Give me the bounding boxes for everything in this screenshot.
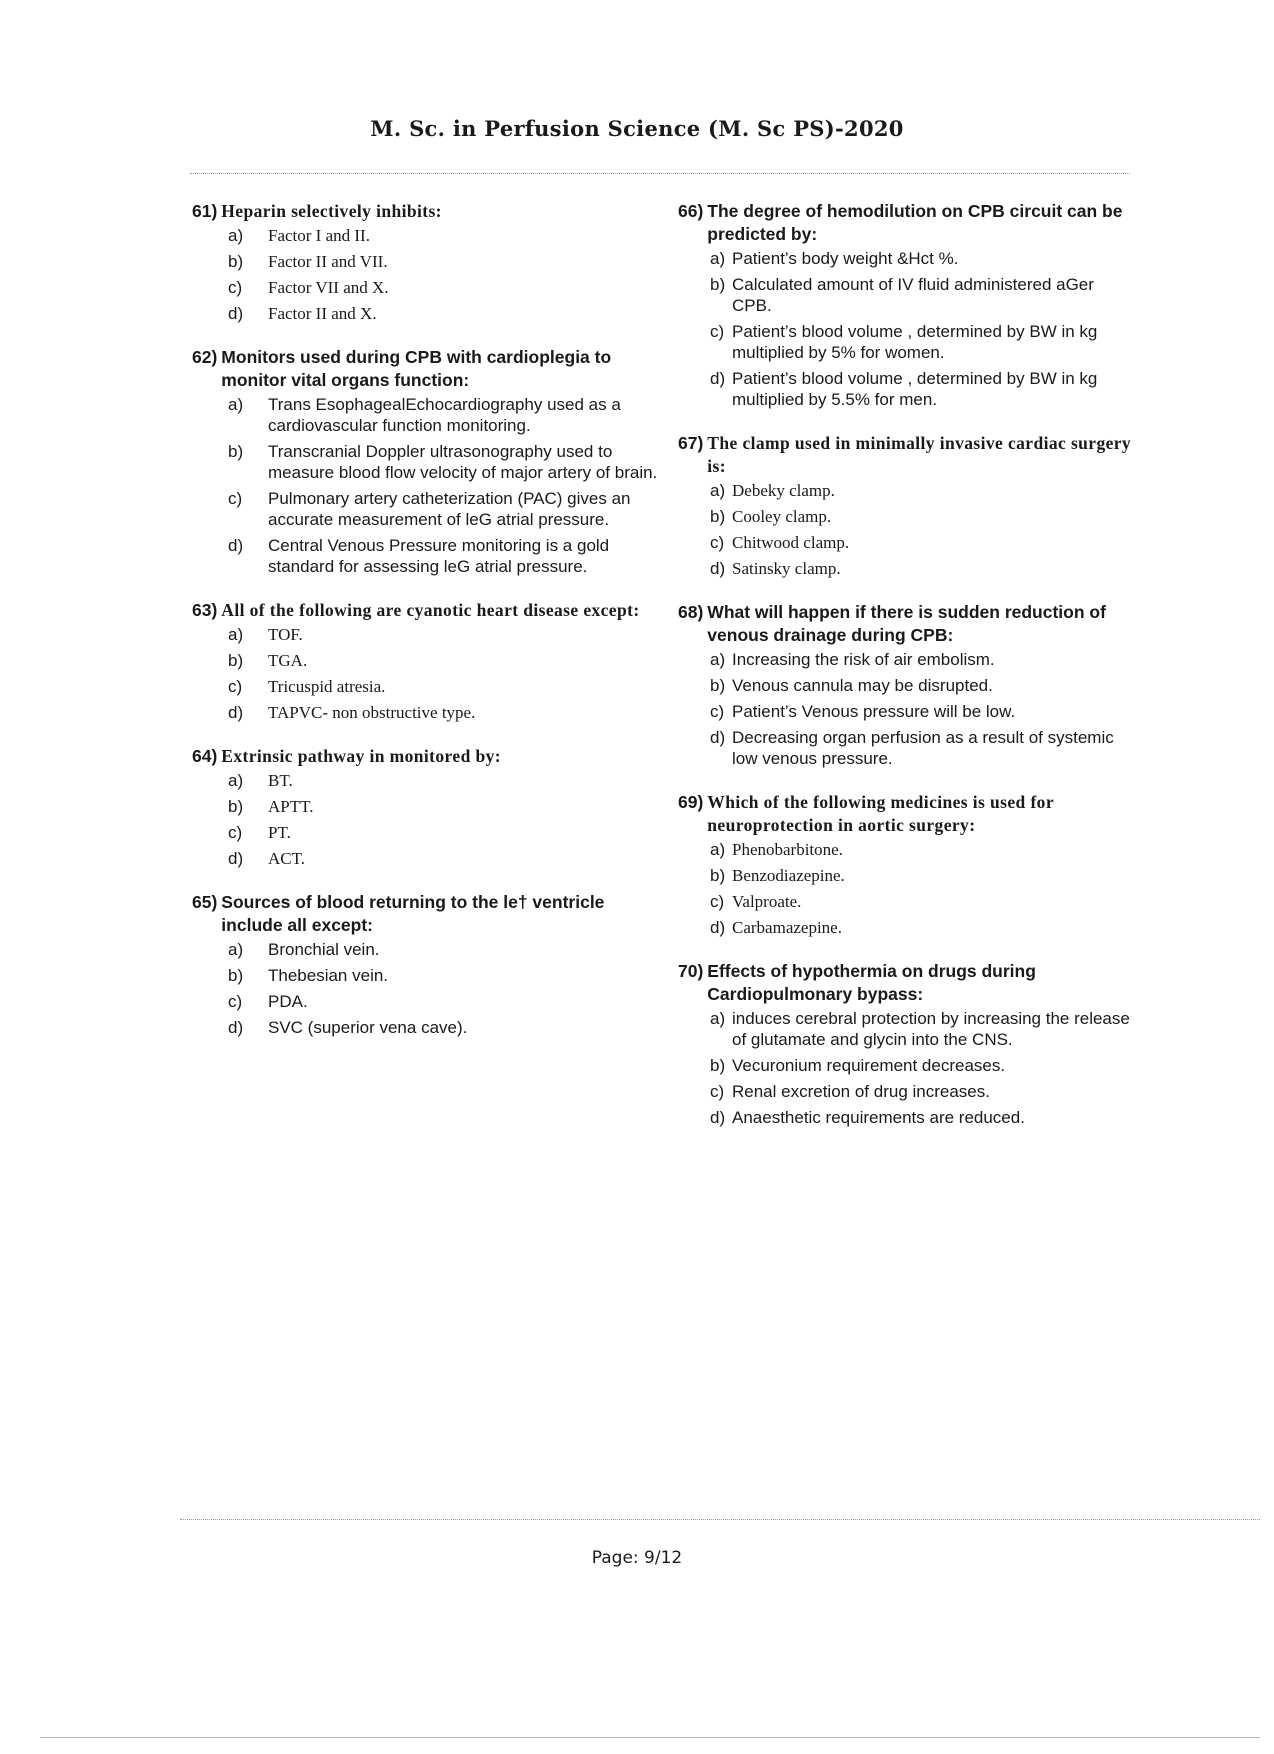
question-text: Effects of hypothermia on drugs during Cardiopulmonary bypass: [707, 961, 1036, 1004]
question-stem [192, 891, 662, 937]
question [678, 200, 1138, 410]
option-text: Factor VII and X. [268, 278, 389, 297]
question [192, 745, 662, 869]
answer-option [710, 480, 1138, 501]
option-text: APTT. [268, 797, 314, 816]
option-text: TAPVC- non obstructive type. [268, 703, 476, 722]
question-number: 69) [678, 792, 704, 812]
question [192, 346, 662, 577]
question-stem [192, 346, 662, 392]
option-label: c) [228, 489, 243, 508]
right-column [678, 200, 1138, 1150]
question-stem [192, 599, 662, 622]
question [678, 791, 1138, 938]
option-text: Bronchial vein. [268, 940, 380, 959]
option-label: c) [710, 1082, 725, 1101]
answer-option [710, 891, 1138, 912]
question-text: Which of the following medicines is used for neuroprotection in aortic surgery: [707, 792, 1054, 835]
answer-option [710, 248, 1138, 269]
option-label: d) [710, 918, 726, 937]
question [678, 960, 1138, 1128]
option-text: Renal excretion of drug increases. [732, 1082, 990, 1101]
option-text: PT. [268, 823, 291, 842]
question-number: 64) [192, 746, 218, 766]
option-label: d) [228, 304, 244, 323]
option-label: b) [228, 651, 244, 670]
answer-option [228, 303, 662, 324]
option-label: d) [710, 369, 726, 388]
option-text: BT. [268, 771, 293, 790]
answer-option [228, 277, 662, 298]
option-text: PDA. [268, 992, 308, 1011]
question-text: Heparin selectively inhibits: [221, 201, 442, 221]
left-column [192, 200, 662, 1060]
question-text: Sources of blood returning to the le† ventricle include all except: [221, 892, 605, 935]
option-label: a) [228, 625, 244, 644]
option-text: Calculated amount of IV fluid administered aGer CPB. [732, 275, 1094, 315]
answer-option [710, 701, 1138, 722]
footer-divider [180, 1519, 1260, 1520]
option-text: Factor II and VII. [268, 252, 388, 271]
answer-option [710, 506, 1138, 527]
answer-option [228, 702, 662, 723]
question-number: 63) [192, 600, 218, 620]
question [678, 432, 1138, 579]
option-label: a) [710, 481, 726, 500]
option-label: c) [228, 823, 243, 842]
option-label: d) [228, 536, 244, 555]
answer-option [228, 848, 662, 869]
page-edge-line [40, 1737, 1260, 1738]
option-text: Thebesian vein. [268, 966, 389, 985]
option-label: d) [228, 703, 244, 722]
option-text: Chitwood clamp. [732, 533, 850, 552]
option-label: a) [710, 840, 726, 859]
option-label: b) [710, 866, 726, 885]
option-label: c) [710, 322, 725, 341]
question [192, 599, 662, 723]
answer-option [710, 1008, 1138, 1050]
option-text: SVC (superior vena cave). [268, 1018, 468, 1037]
answer-option [228, 965, 662, 986]
option-label: c) [228, 992, 243, 1011]
option-text: Transcranial Doppler ultrasonography used to measure blood flow velocity of major artery of brain. [268, 442, 658, 482]
option-label: a) [710, 249, 726, 268]
header-divider [190, 173, 1130, 174]
option-text: Pulmonary artery catheterization (PAC) gives an accurate measurement of leG atrial pressure. [268, 489, 631, 529]
answer-option [228, 991, 662, 1012]
answer-option [710, 649, 1138, 670]
option-text: Tricuspid atresia. [268, 677, 386, 696]
answer-option [710, 558, 1138, 579]
option-label: b) [228, 966, 244, 985]
option-text: Phenobarbitone. [732, 840, 843, 859]
answer-option [710, 1055, 1138, 1076]
answer-option [228, 676, 662, 697]
option-text: TOF. [268, 625, 303, 644]
option-text: Decreasing organ perfusion as a result of systemic low venous pressure. [732, 728, 1114, 768]
option-text: Valproate. [732, 892, 802, 911]
answer-option [710, 675, 1138, 696]
option-text: Patient’s Venous pressure will be low. [732, 702, 1016, 721]
answer-option [228, 225, 662, 246]
option-label: c) [228, 677, 243, 696]
question-number: 68) [678, 602, 704, 622]
option-label: b) [710, 507, 726, 526]
answer-option [710, 1081, 1138, 1102]
answer-option [228, 822, 662, 843]
option-label: d) [228, 849, 244, 868]
question-stem [192, 745, 662, 768]
question-text: The clamp used in minimally invasive cardiac surgery is: [707, 433, 1132, 476]
answer-option [228, 624, 662, 645]
option-label: c) [710, 533, 725, 552]
question-number: 61) [192, 201, 218, 221]
answer-option [228, 796, 662, 817]
answer-option [228, 939, 662, 960]
option-text: TGA. [268, 651, 308, 670]
question-stem [678, 960, 1138, 1006]
option-label: b) [228, 797, 244, 816]
option-label: c) [710, 702, 725, 721]
question [192, 891, 662, 1038]
option-text: Cooley clamp. [732, 507, 832, 526]
answer-option [710, 839, 1138, 860]
answer-option [228, 650, 662, 671]
question-stem [678, 601, 1138, 647]
option-text: Central Venous Pressure monitoring is a gold standard for assessing leG atrial pressure. [268, 536, 610, 576]
question-text: The degree of hemodilution on CPB circuit can be predicted by: [707, 201, 1123, 244]
option-text: Patient’s blood volume , determined by BW in kg multiplied by 5.5% for men. [732, 369, 1098, 409]
option-label: c) [710, 892, 725, 911]
option-text: Anaesthetic requirements are reduced. [732, 1108, 1025, 1127]
answer-option [710, 274, 1138, 316]
question-number: 67) [678, 433, 704, 453]
option-text: Patient’s blood volume , determined by BW in kg multiplied by 5% for women. [732, 322, 1098, 362]
option-label: d) [710, 728, 726, 747]
option-label: a) [228, 771, 244, 790]
question-number: 65) [192, 892, 218, 912]
question [678, 601, 1138, 769]
option-text: Patient’s body weight &Hct %. [732, 249, 959, 268]
option-label: d) [228, 1018, 244, 1037]
option-text: Satinsky clamp. [732, 559, 841, 578]
question-stem [678, 432, 1138, 478]
option-label: b) [228, 442, 244, 461]
question-number: 62) [192, 347, 218, 367]
answer-option [228, 488, 662, 530]
answer-option [228, 251, 662, 272]
option-label: d) [710, 559, 726, 578]
option-label: a) [228, 226, 244, 245]
option-text: Benzodiazepine. [732, 866, 845, 885]
question-text: What will happen if there is sudden reduction of venous drainage during CPB: [707, 602, 1106, 645]
option-text: Debeky clamp. [732, 481, 835, 500]
question-text: Extrinsic pathway in monitored by: [221, 746, 501, 766]
option-label: a) [228, 395, 244, 414]
answer-option [710, 1107, 1138, 1128]
answer-option [228, 394, 662, 436]
option-label: b) [710, 1056, 726, 1075]
option-text: Venous cannula may be disrupted. [732, 676, 993, 695]
answer-option [710, 532, 1138, 553]
question-number: 70) [678, 961, 704, 981]
question-stem [192, 200, 662, 223]
answer-option [710, 727, 1138, 769]
option-text: Factor II and X. [268, 304, 377, 323]
option-label: b) [228, 252, 244, 271]
answer-option [710, 368, 1138, 410]
answer-option [710, 865, 1138, 886]
answer-option [228, 441, 662, 483]
answer-option [228, 535, 662, 577]
question-stem [678, 200, 1138, 246]
option-label: b) [710, 275, 726, 294]
question-number: 66) [678, 201, 704, 221]
page-number: Page: 9/12 [591, 1548, 683, 1568]
option-label: a) [710, 1009, 726, 1028]
option-label: d) [710, 1108, 726, 1127]
option-text: Vecuronium requirement decreases. [732, 1056, 1006, 1075]
answer-option [228, 1017, 662, 1038]
question-text: All of the following are cyanotic heart disease except: [221, 600, 640, 620]
answer-option [710, 321, 1138, 363]
answer-option [228, 770, 662, 791]
question-text: Monitors used during CPB with cardioplegia to monitor vital organs function: [221, 347, 612, 390]
option-label: c) [228, 278, 243, 297]
option-label: a) [710, 650, 726, 669]
option-text: Increasing the risk of air embolism. [732, 650, 995, 669]
option-label: b) [710, 676, 726, 695]
option-text: Trans EsophagealEchocardiography used as a cardiovascular function monitoring. [268, 395, 621, 435]
option-text: Carbamazepine. [732, 918, 842, 937]
option-text: Factor I and II. [268, 226, 370, 245]
option-text: induces cerebral protection by increasing the release of glutamate and glycin into the CNS. [732, 1009, 1130, 1049]
option-text: ACT. [268, 849, 305, 868]
question-stem [678, 791, 1138, 837]
page-title: M. Sc. in Perfusion Science (M. Sc PS)-2020 [370, 116, 904, 141]
answer-option [710, 917, 1138, 938]
option-label: a) [228, 940, 244, 959]
question [192, 200, 662, 324]
